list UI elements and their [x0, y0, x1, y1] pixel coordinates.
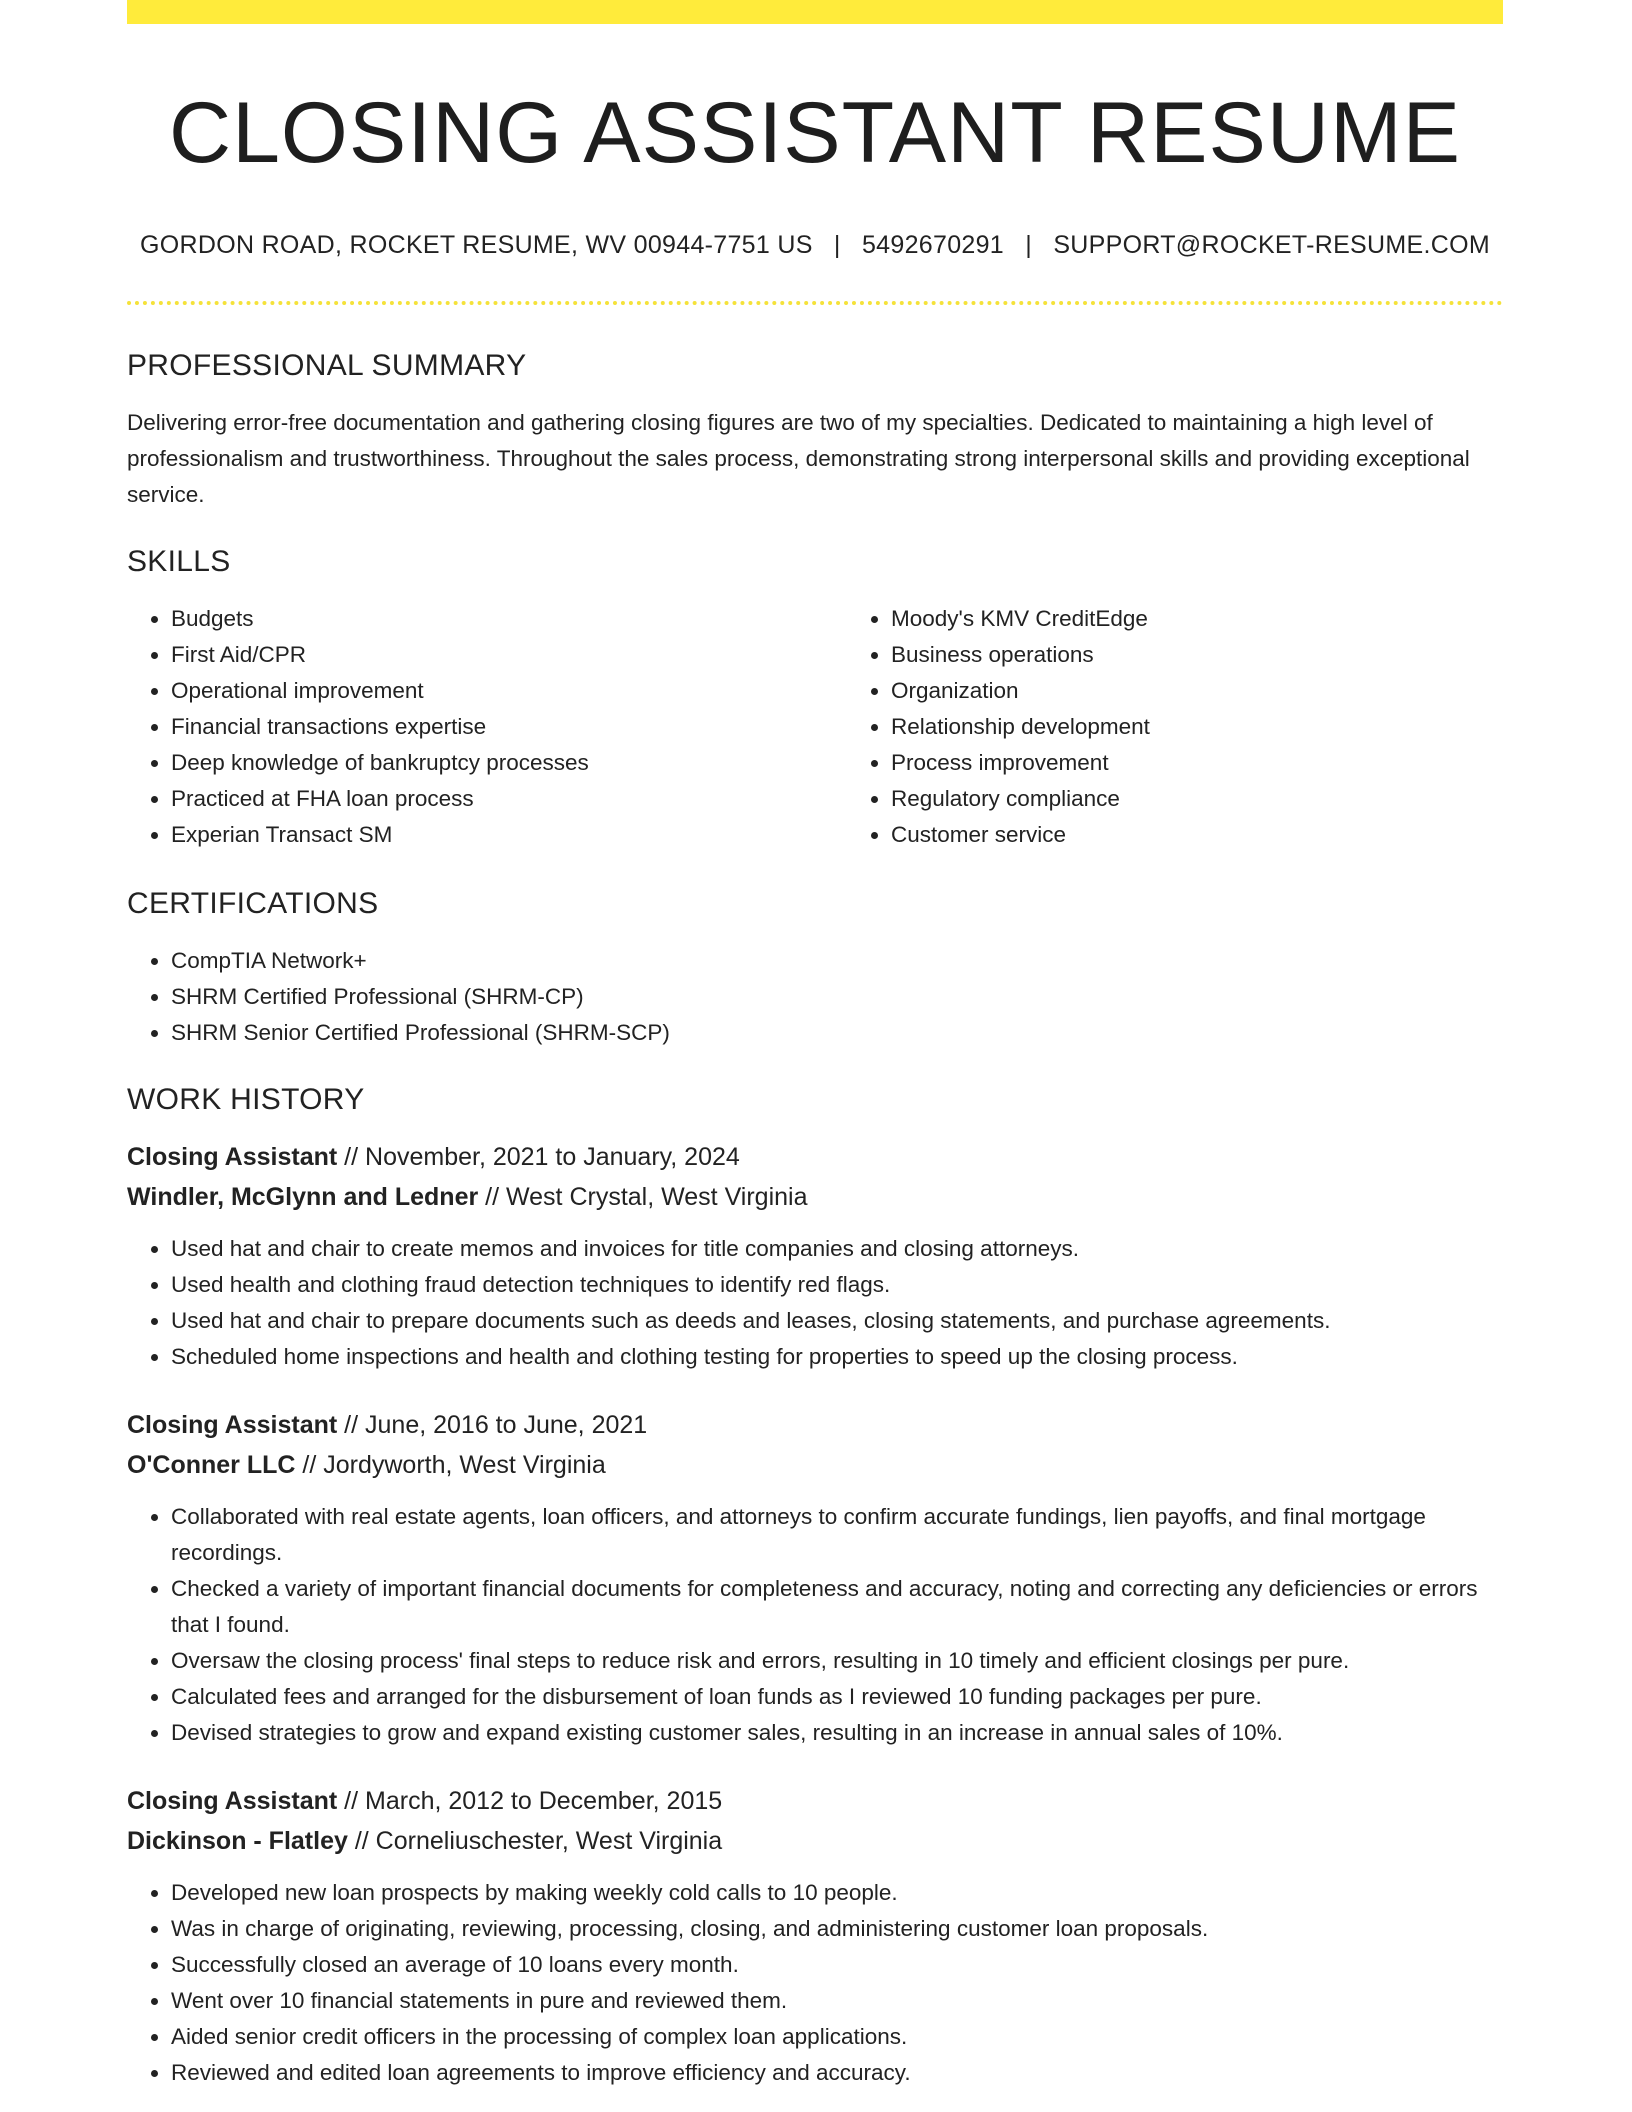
skills-heading: SKILLS	[127, 544, 231, 578]
summary-section	[127, 349, 1503, 513]
job-title: Closing Assistant	[127, 1142, 338, 1171]
resume-page	[127, 0, 1503, 2091]
job-bullet: • Developed new loan prospects by making weekly cold calls to 10 people.	[171, 1875, 1503, 1911]
skill-item: • Regulatory compliance	[891, 781, 1567, 817]
certification-item: • SHRM Certified Professional (SHRM-CP)	[171, 979, 1503, 1015]
skill-item: • First Aid/CPR	[171, 637, 847, 673]
top-accent-bar	[127, 0, 1503, 24]
skills-list-left	[127, 601, 847, 853]
job-bullet: • Successfully closed an average of 10 loans every month.	[171, 1947, 1503, 1983]
certifications-list	[127, 943, 1503, 1051]
certification-item: • CompTIA Network+	[171, 943, 1503, 979]
job-title-line	[127, 1137, 1503, 1177]
job-title-line	[127, 1781, 1503, 1821]
job-company: O'Conner LLC	[127, 1450, 296, 1479]
certifications-section	[127, 887, 1503, 1051]
job-bullet: • Aided senior credit officers in the processing of complex loan applications.	[171, 2019, 1503, 2055]
job-company-line	[127, 1445, 1503, 1485]
skill-item: • Deep knowledge of bankruptcy processes	[171, 745, 847, 781]
job-bullet: • Reviewed and edited loan agreements to improve efficiency and accuracy.	[171, 2055, 1503, 2091]
job-bullet: • Was in charge of originating, reviewing, processing, closing, and administering customer loan proposals.	[171, 1911, 1503, 1947]
skill-item: • Relationship development	[891, 709, 1567, 745]
job-bullet: • Devised strategies to grow and expand existing customer sales, resulting in an increase in annual sales of 10%.	[171, 1715, 1503, 1751]
job-bullet: • Used health and clothing fraud detection techniques to identify red flags.	[171, 1267, 1503, 1303]
job-company-line	[127, 1821, 1503, 1861]
job-title-line	[127, 1405, 1503, 1445]
job-location: // Jordyworth, West Virginia	[302, 1450, 606, 1479]
job-entry	[127, 1405, 1503, 1751]
summary-heading: PROFESSIONAL SUMMARY	[127, 348, 527, 382]
skill-item: • Organization	[891, 673, 1567, 709]
contact-separator: |	[1025, 230, 1033, 259]
job-title: Closing Assistant	[127, 1410, 338, 1439]
skill-item: • Operational improvement	[171, 673, 847, 709]
job-company-line	[127, 1177, 1503, 1217]
job-bullets	[127, 1231, 1503, 1375]
skill-item: • Business operations	[891, 637, 1567, 673]
job-dates: // November, 2021 to January, 2024	[344, 1142, 740, 1171]
job-entry	[127, 1781, 1503, 2091]
skill-item: • Experian Transact SM	[171, 817, 847, 853]
job-location: // Corneliuschester, West Virginia	[354, 1826, 723, 1855]
certification-item: • SHRM Senior Certified Professional (SHRM-SCP)	[171, 1015, 1503, 1051]
contact-separator: |	[833, 230, 841, 259]
job-bullet: • Scheduled home inspections and health and clothing testing for properties to speed up the closing process.	[171, 1339, 1503, 1375]
skills-list-right	[847, 601, 1567, 853]
job-bullet: • Went over 10 financial statements in pure and reviewed them.	[171, 1983, 1503, 2019]
contact-line	[127, 231, 1503, 260]
contact-phone: 5492670291	[861, 230, 1005, 259]
job-dates: // June, 2016 to June, 2021	[344, 1410, 648, 1439]
work-history-heading: WORK HISTORY	[127, 1082, 365, 1116]
work-history-section	[127, 1083, 1503, 2091]
job-bullet: • Used hat and chair to prepare documents such as deeds and leases, closing statements, and purchase agreements.	[171, 1303, 1503, 1339]
job-company: Windler, McGlynn and Ledner	[127, 1182, 479, 1211]
contact-address: GORDON ROAD, ROCKET RESUME, WV 00944-7751 US	[140, 230, 813, 259]
job-bullets	[127, 1875, 1503, 2091]
job-company: Dickinson - Flatley	[127, 1826, 348, 1855]
skill-item: • Budgets	[171, 601, 847, 637]
job-bullets	[127, 1499, 1503, 1751]
job-bullet: • Oversaw the closing process' final steps to reduce risk and errors, resulting in 10 timely and efficient closings per pure.	[171, 1643, 1503, 1679]
job-location: // West Crystal, West Virginia	[485, 1182, 808, 1211]
skill-item: • Customer service	[891, 817, 1567, 853]
dotted-divider	[127, 301, 1503, 305]
skill-item: • Moody's KMV CreditEdge	[891, 601, 1567, 637]
skills-grid	[127, 601, 1503, 853]
summary-text: Delivering error-free documentation and gathering closing figures are two of my specialties. Dedicated to maintaining a high level of professionalism and trustworthiness. Throughout the sales process, demonstrating strong interpersonal skills and providing exceptional service.	[127, 409, 1470, 507]
job-bullet: • Checked a variety of important financial documents for completeness and accuracy, noting and correcting any deficiencies or errors that I found.	[171, 1571, 1503, 1643]
job-dates: // March, 2012 to December, 2015	[344, 1786, 723, 1815]
job-bullet: • Collaborated with real estate agents, loan officers, and attorneys to confirm accurate fundings, lien payoffs, and final mortgage recordings.	[171, 1499, 1503, 1571]
skill-item: • Practiced at FHA loan process	[171, 781, 847, 817]
contact-email: SUPPORT@ROCKET-RESUME.COM	[1053, 230, 1490, 259]
certifications-heading: CERTIFICATIONS	[127, 886, 379, 920]
job-title: Closing Assistant	[127, 1786, 338, 1815]
skill-item: • Financial transactions expertise	[171, 709, 847, 745]
job-bullet: • Used hat and chair to create memos and invoices for title companies and closing attorneys.	[171, 1231, 1503, 1267]
job-entry	[127, 1137, 1503, 1375]
job-bullet: • Calculated fees and arranged for the disbursement of loan funds as I reviewed 10 funding packages per pure.	[171, 1679, 1503, 1715]
resume-title: CLOSING ASSISTANT RESUME	[169, 85, 1461, 181]
skill-item: • Process improvement	[891, 745, 1567, 781]
skills-section	[127, 545, 1503, 853]
